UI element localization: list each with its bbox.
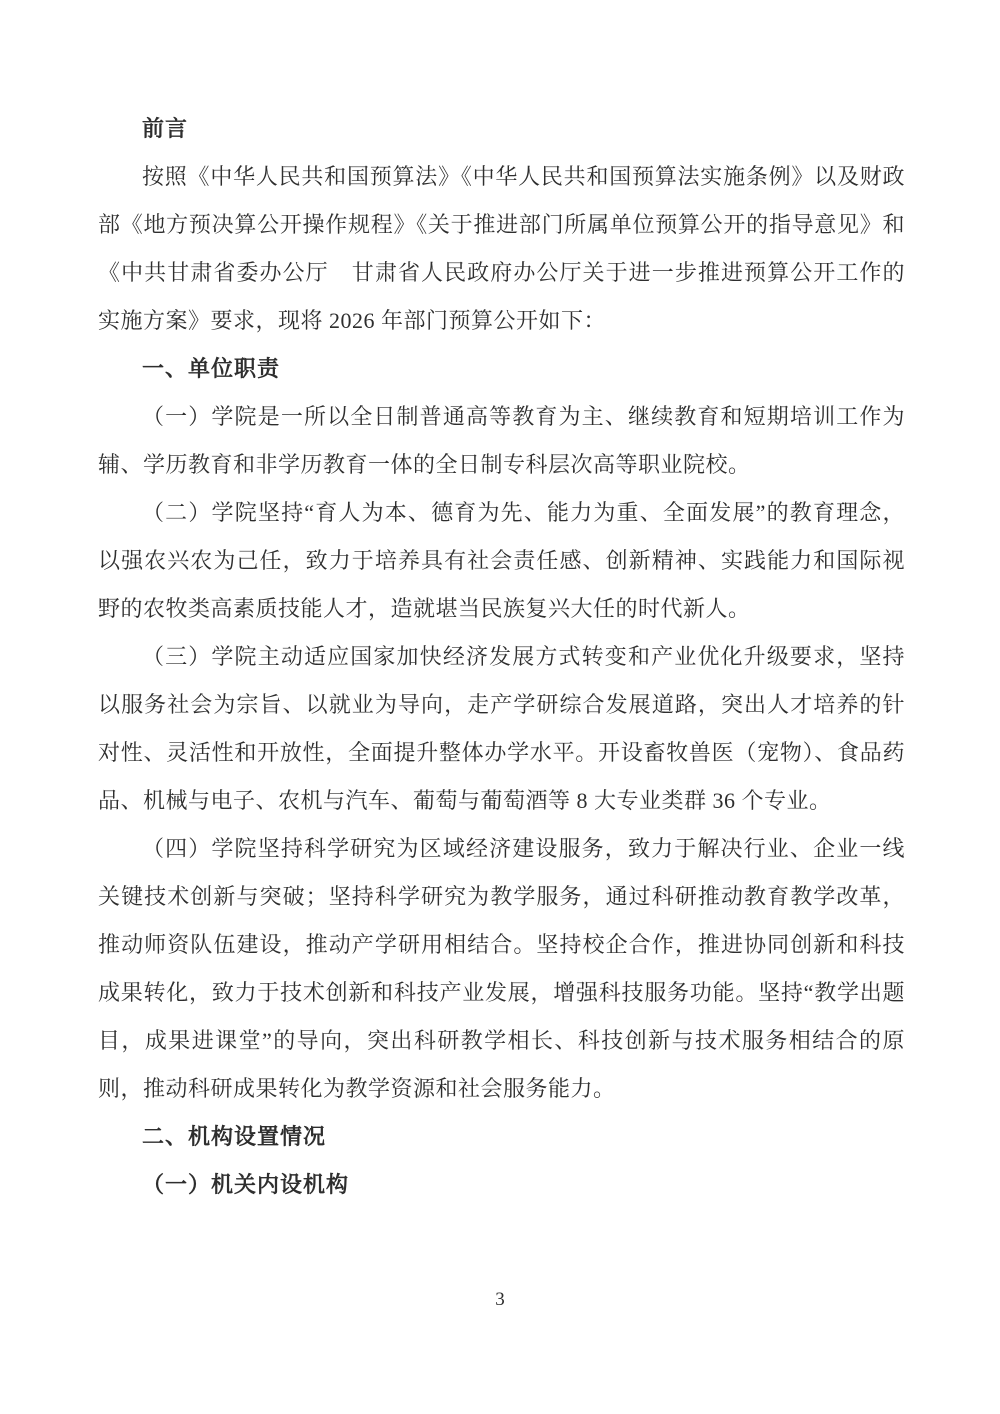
preface-paragraph: 按照《中华人民共和国预算法》《中华人民共和国预算法实施条例》以及财政部《地方预决算公开操作规程》《关于推进部门所属单位预算公开的指导意见》和《中共甘肃省委办公厅 甘肃省人民政府办公厅关于进一步推进预算公开工作的实施方案》要求，现将 2026 年部门预算公开如下： — [98, 164, 905, 333]
section2-heading: 二、机构设置情况 — [142, 1124, 327, 1149]
section1-heading: 一、单位职责 — [142, 356, 281, 381]
section2-sub-heading: （一）机关内设机构 — [142, 1172, 350, 1197]
section1-item-1: （一）学院是一所以全日制普通高等教育为主、继续教育和短期培训工作为辅、学历教育和非学历教育一体的全日制专科层次高等职业院校。 — [98, 404, 905, 477]
section1-item-2: （二）学院坚持“育人为本、德育为先、能力为重、全面发展”的教育理念，以强农兴农为己任，致力于培养具有社会责任感、创新精神、实践能力和国际视野的农牧类高素质技能人才，造就堪当民族复兴大任的时代新人。 — [98, 500, 905, 621]
page-number: 3 — [495, 1289, 505, 1310]
preface-heading: 前言 — [142, 116, 189, 141]
section1-item-3: （三）学院主动适应国家加快经济发展方式转变和产业优化升级要求，坚持以服务社会为宗旨、以就业为导向，走产学研综合发展道路，突出人才培养的针对性、灵活性和开放性，全面提升整体办学水平。开设畜牧兽医（宠物）、食品药品、机械与电子、农机与汽车、葡萄与葡萄酒等 8 大专业类群 36 个专业。 — [98, 644, 905, 813]
document-body — [98, 105, 905, 1209]
section1-item-4: （四）学院坚持科学研究为区域经济建设服务，致力于解决行业、企业一线关键技术创新与突破；坚持科学研究为教学服务，通过科研推动教育教学改革，推动师资队伍建设，推动产学研用相结合。坚持校企合作，推进协同创新和科技成果转化，致力于技术创新和科技产业发展，增强科技服务功能。坚持“教学出题目，成果进课堂”的导向，突出科研教学相长、科技创新与技术服务相结合的原则，推动科研成果转化为教学资源和社会服务能力。 — [98, 836, 905, 1101]
